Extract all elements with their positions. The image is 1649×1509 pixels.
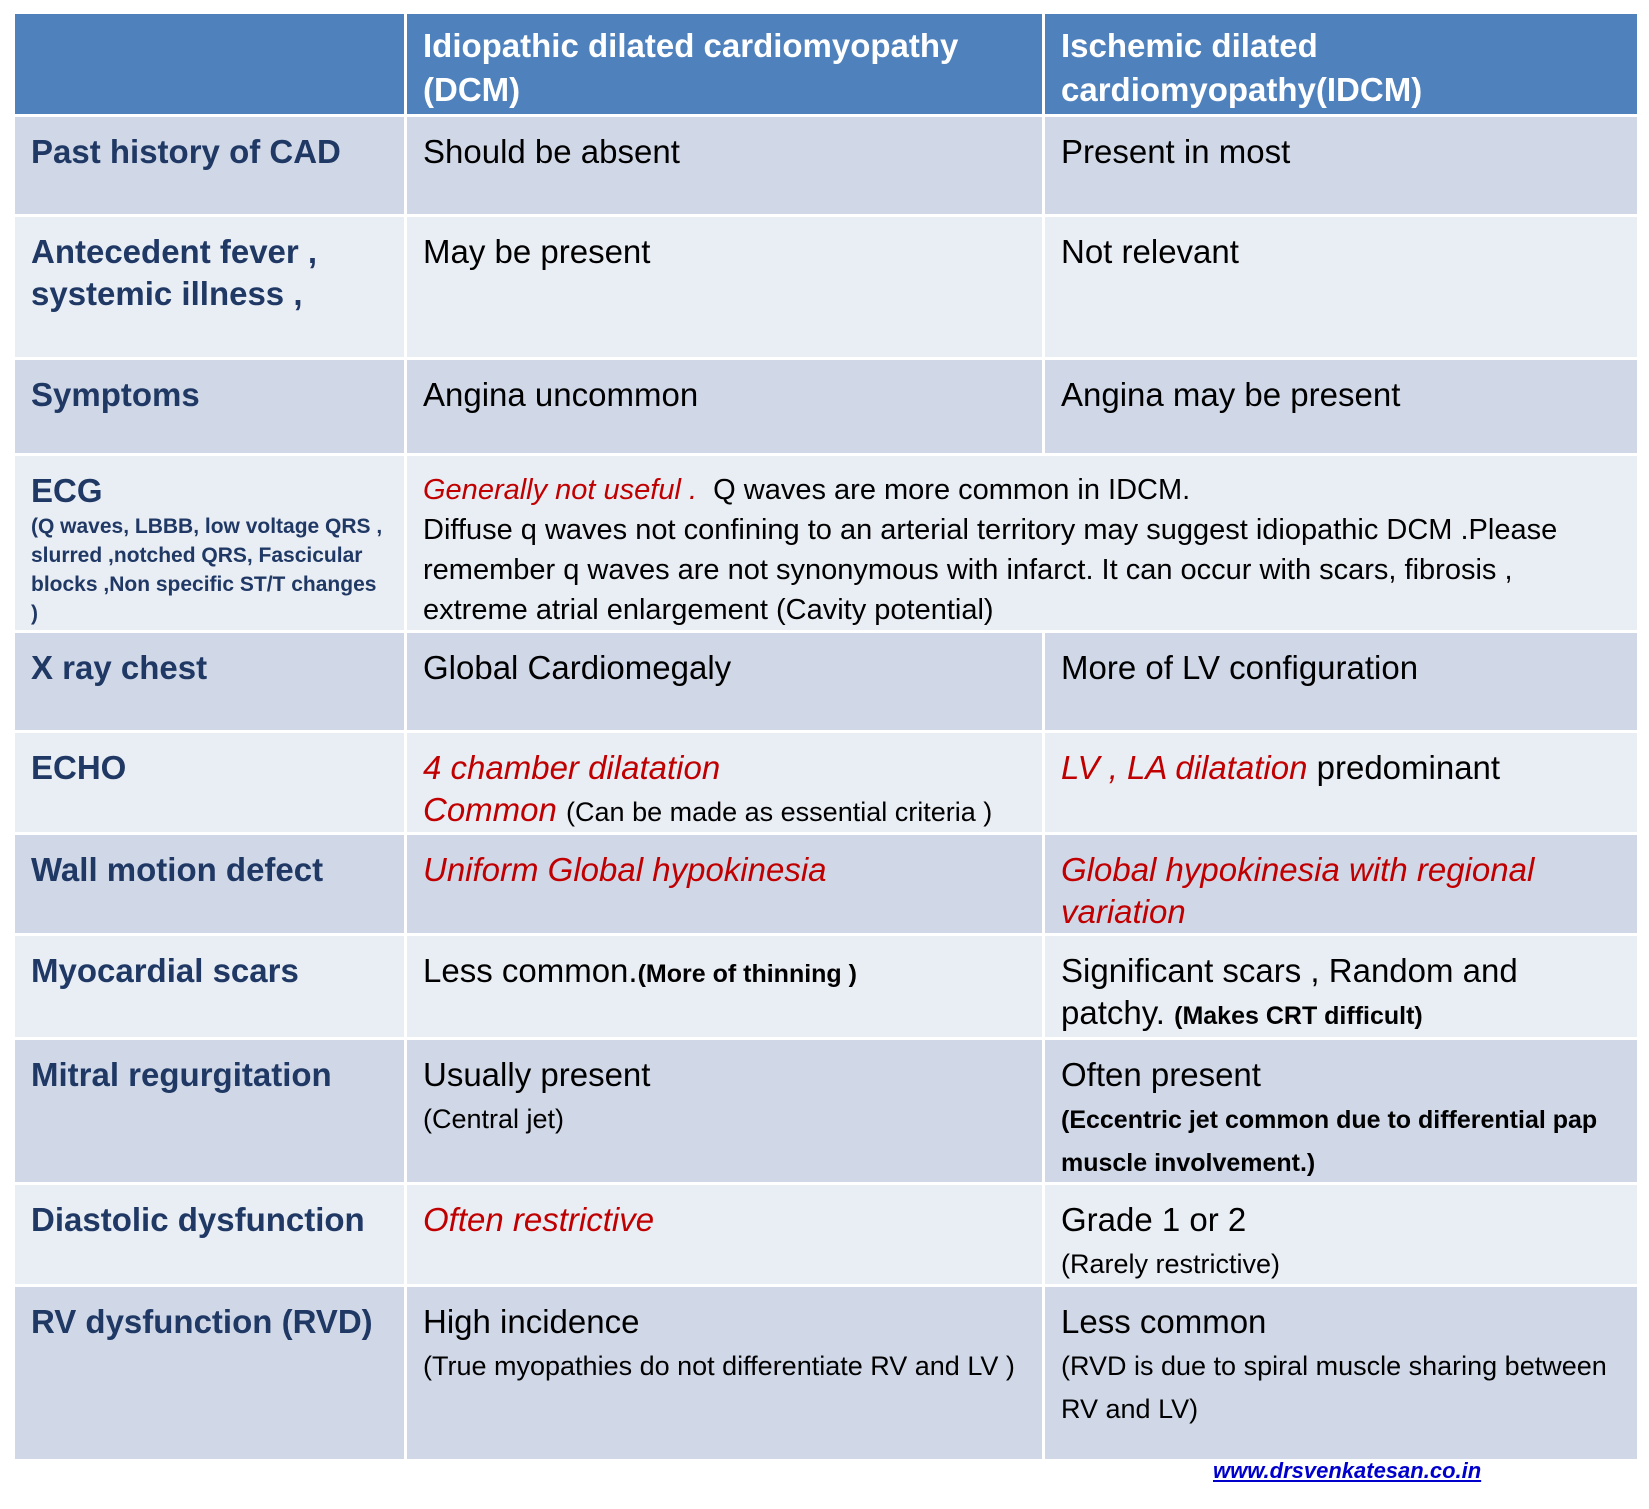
- idcm-cell: Not relevant: [1044, 216, 1639, 359]
- dcm-cell: Should be absent: [406, 116, 1044, 216]
- dcm-cell: Global Cardiomegaly: [406, 632, 1044, 732]
- mitral-idcm-note: (Eccentric jet common due to differential pap muscle involvement.): [1061, 1106, 1598, 1177]
- mitral-idcm: Often present: [1061, 1056, 1261, 1093]
- scars-idcm-note: (Makes CRT difficult): [1174, 1002, 1423, 1030]
- row-label: Antecedent fever , systemic illness ,: [14, 216, 406, 359]
- ecg-label: ECG: [31, 472, 103, 509]
- rv-idcm-note: (RVD is due to spiral muscle sharing between RV and LV): [1061, 1351, 1607, 1424]
- header-idcm: Ischemic dilated cardiomyopathy(IDCM): [1044, 13, 1639, 116]
- header-dcm: Idiopathic dilated cardiomyopathy (DCM): [406, 13, 1044, 116]
- table-row: [14, 834, 1639, 935]
- dcm-cell: Angina uncommon: [406, 359, 1044, 455]
- ecg-label-sub: (Q waves, LBBB, low voltage QRS , slurred ,notched QRS, Fascicular blocks ,Non specific ST/T changes ): [31, 515, 383, 625]
- row-label: Symptoms: [14, 359, 406, 455]
- header-row: [14, 13, 1639, 116]
- ecg-emphasis: Generally not useful .: [423, 474, 698, 506]
- row-label: ECHO: [14, 732, 406, 834]
- row-label: Mitral regurgitation: [14, 1039, 406, 1184]
- row-label: Diastolic dysfunction: [14, 1184, 406, 1286]
- comparison-table: [12, 11, 1640, 1462]
- idcm-cell: Global hypokinesia with regional variation: [1044, 834, 1639, 935]
- header-cell-empty: [14, 13, 406, 116]
- idcm-cell: [1044, 732, 1639, 834]
- dcm-cell: [406, 1039, 1044, 1184]
- dcm-cell: May be present: [406, 216, 1044, 359]
- ecg-text-2: Diffuse q waves not confining to an arterial territory may suggest idiopathic DCM .Please remember q waves are not synonymous with infarct. It can occur with scars, fibrosis , extreme atrial enlargement (Cavity potential): [423, 514, 1558, 626]
- idcm-cell: [1044, 1039, 1639, 1184]
- echo-dcm-red-2: Common: [423, 791, 557, 828]
- idcm-cell: [1044, 1184, 1639, 1286]
- dcm-cell: Uniform Global hypokinesia: [406, 834, 1044, 935]
- row-label: Wall motion defect: [14, 834, 406, 935]
- row-label-ecg: [14, 455, 406, 632]
- dcm-cell: Often restrictive: [406, 1184, 1044, 1286]
- table-row: [14, 732, 1639, 834]
- idcm-cell: Angina may be present: [1044, 359, 1639, 455]
- ecg-merged-cell: [406, 455, 1639, 632]
- website-link[interactable]: www.drsvenkatesan.co.in: [1213, 1458, 1482, 1483]
- table-row: [14, 1039, 1639, 1184]
- dcm-cell: [406, 935, 1044, 1039]
- idcm-cell: [1044, 1286, 1639, 1461]
- table-row: [14, 1286, 1639, 1461]
- idcm-cell: Present in most: [1044, 116, 1639, 216]
- echo-dcm-red-1: 4 chamber dilatation: [423, 749, 721, 786]
- rv-dcm: High incidence: [423, 1303, 640, 1340]
- rv-dcm-note: (True myopathies do not differentiate RV and LV ): [423, 1351, 1015, 1381]
- echo-dcm-note: (Can be made as essential criteria ): [566, 797, 993, 827]
- diastolic-idcm: Grade 1 or 2: [1061, 1201, 1247, 1238]
- table-row: [14, 216, 1639, 359]
- scars-dcm: Less common.: [423, 952, 638, 989]
- idcm-cell: More of LV configuration: [1044, 632, 1639, 732]
- row-label: RV dysfunction (RVD): [14, 1286, 406, 1461]
- row-label: Past history of CAD: [14, 116, 406, 216]
- row-label: Myocardial scars: [14, 935, 406, 1039]
- scars-dcm-note: (More of thinning ): [637, 960, 857, 988]
- table-row: [14, 1184, 1639, 1286]
- table-row: [14, 455, 1639, 632]
- rv-idcm: Less common: [1061, 1303, 1267, 1340]
- row-label: X ray chest: [14, 632, 406, 732]
- diastolic-idcm-note: (Rarely restrictive): [1061, 1249, 1281, 1279]
- table-row: [14, 935, 1639, 1039]
- idcm-cell: [1044, 935, 1639, 1039]
- echo-idcm-red: LV , LA dilatation: [1061, 749, 1308, 786]
- ecg-text-1: Q waves are more common in IDCM.: [713, 474, 1191, 506]
- table-row: [14, 116, 1639, 216]
- table-row: [14, 632, 1639, 732]
- echo-idcm-text: predominant: [1316, 749, 1501, 786]
- dcm-cell: [406, 732, 1044, 834]
- scars-idcm: Significant scars , Random and patchy.: [1061, 952, 1518, 1031]
- dcm-cell: [406, 1286, 1044, 1461]
- mitral-dcm-note: (Central jet): [423, 1104, 565, 1134]
- mitral-dcm: Usually present: [423, 1056, 651, 1093]
- table-row: [14, 359, 1639, 455]
